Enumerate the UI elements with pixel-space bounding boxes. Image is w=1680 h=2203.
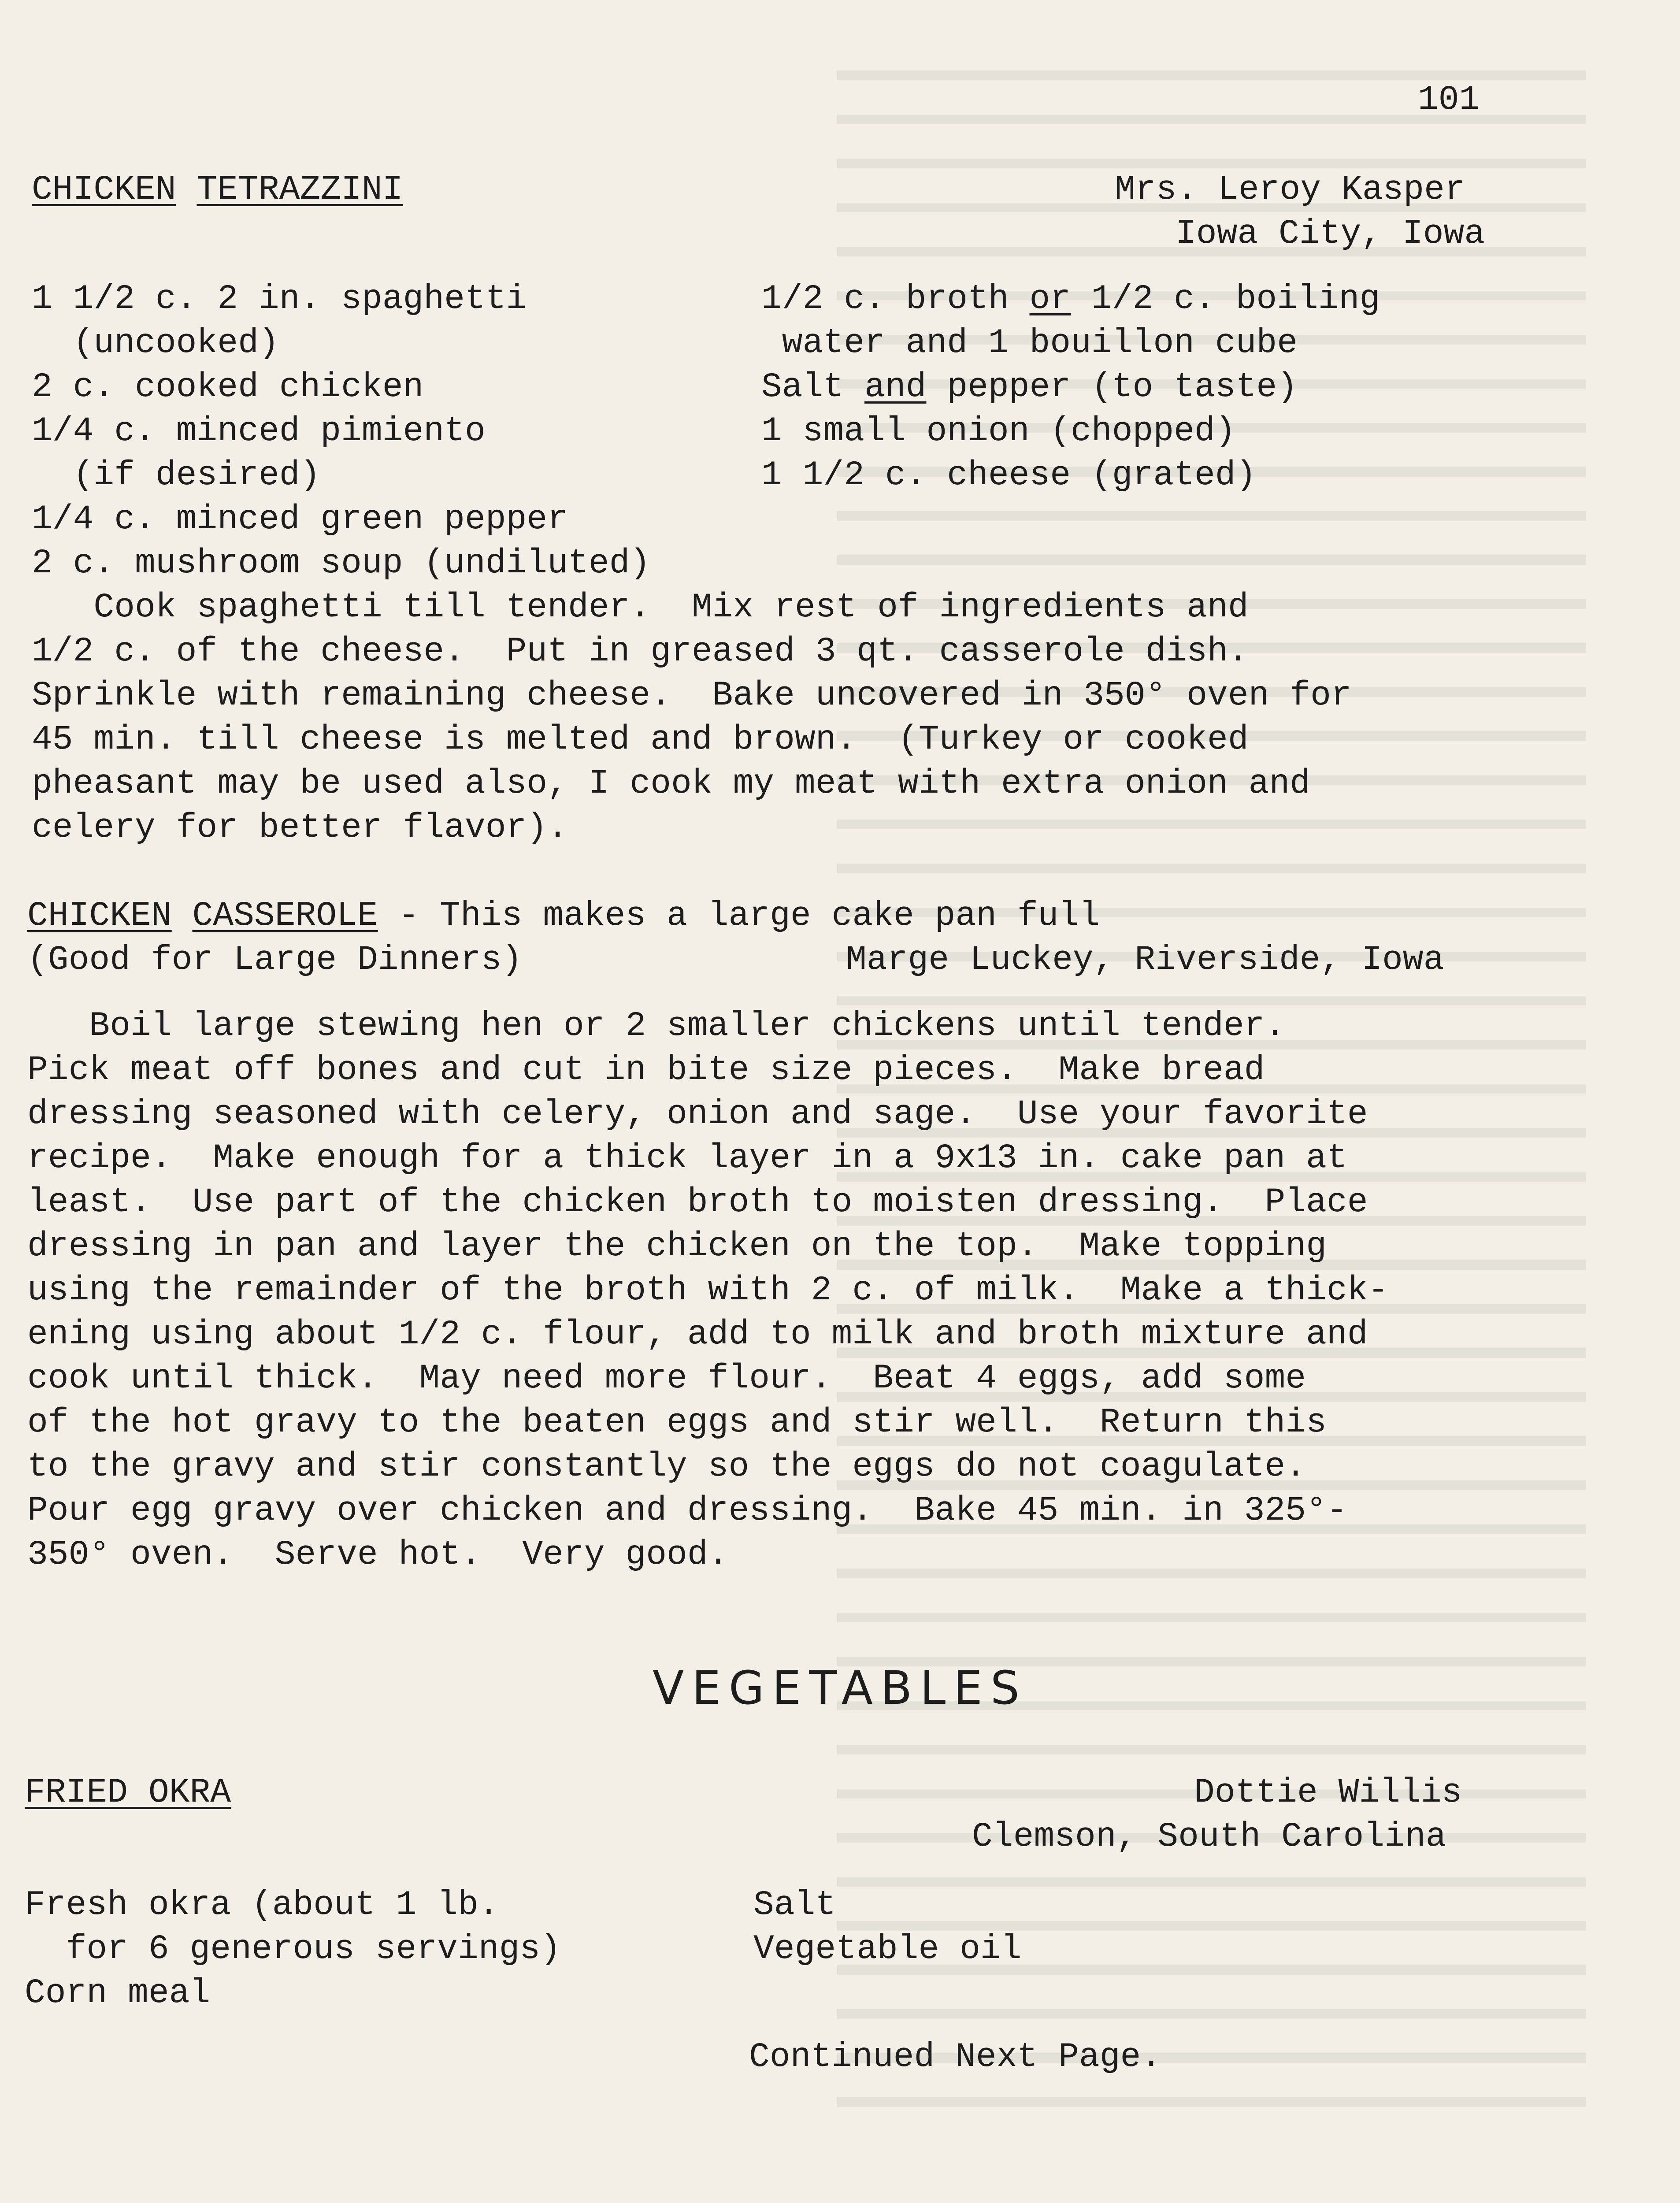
ingredient: water and 1 bouillon cube bbox=[761, 324, 1298, 363]
directions-line: least. Use part of the chicken broth to moisten dressing. Place bbox=[27, 1183, 1368, 1222]
ingredient: 2 c. mushroom soup (undiluted) bbox=[32, 544, 651, 583]
recipe-title-tetrazzini: CHICKEN TETRAZZINI bbox=[32, 171, 403, 209]
directions-line: ening using about 1/2 c. flour, add to milk and broth mixture and bbox=[27, 1315, 1368, 1354]
page-number: 101 bbox=[1418, 81, 1480, 119]
directions-line: of the hot gravy to the beaten eggs and stir well. Return this bbox=[27, 1403, 1327, 1442]
directions-line: cook until thick. May need more flour. Beat 4 eggs, add some bbox=[27, 1359, 1306, 1398]
directions-line: Pick meat off bones and cut in bite size pieces. Make bread bbox=[27, 1051, 1265, 1090]
recipe-author: Dottie Willis bbox=[1194, 1773, 1462, 1812]
directions-line: Cook spaghetti till tender. Mix rest of ingredients and bbox=[32, 588, 1249, 627]
directions-line: 45 min. till cheese is melted and brown. (Turkey or cooked bbox=[32, 720, 1249, 759]
directions-line: Boil large stewing hen or 2 smaller chickens until tender. bbox=[27, 1007, 1286, 1046]
ingredient: 1 1/2 c. 2 in. spaghetti bbox=[32, 280, 527, 319]
ingredient: 1/2 c. broth or 1/2 c. boiling bbox=[761, 280, 1380, 319]
ingredient: Corn meal bbox=[25, 1974, 211, 2013]
directions-line: to the gravy and stir constantly so the eggs do not coagulate. bbox=[27, 1447, 1306, 1486]
ingredient: 2 c. cooked chicken bbox=[32, 368, 424, 407]
ingredient: (uncooked) bbox=[32, 324, 279, 363]
ingredient: Salt and pepper (to taste) bbox=[761, 368, 1298, 407]
directions-line: recipe. Make enough for a thick layer in a 9x13 in. cake pan at bbox=[27, 1139, 1347, 1178]
ingredient: 1/4 c. minced pimiento bbox=[32, 412, 486, 451]
recipe-subtitle: (Good for Large Dinners) bbox=[27, 941, 523, 979]
recipe-location: Iowa City, Iowa bbox=[1176, 215, 1485, 253]
directions-line: celery for better flavor). bbox=[32, 809, 568, 847]
directions-line: pheasant may be used also, I cook my meat with extra onion and bbox=[32, 764, 1311, 803]
ingredient: Fresh okra (about 1 lb. bbox=[25, 1886, 499, 1925]
ingredient: 1 small onion (chopped) bbox=[761, 412, 1236, 451]
ingredient: 1/4 c. minced green pepper bbox=[32, 500, 568, 539]
recipe-author: Mrs. Leroy Kasper bbox=[1115, 171, 1465, 209]
section-heading: VEGETABLES bbox=[653, 1661, 1027, 1715]
ingredient: Vegetable oil bbox=[753, 1930, 1022, 1969]
ingredient: Salt bbox=[753, 1886, 836, 1925]
directions-line: Sprinkle with remaining cheese. Bake uncovered in 350° oven for bbox=[32, 676, 1352, 715]
ingredient: for 6 generous servings) bbox=[25, 1930, 561, 1969]
ingredient: 1 1/2 c. cheese (grated) bbox=[761, 456, 1257, 495]
directions-line: dressing in pan and layer the chicken on the top. Make topping bbox=[27, 1227, 1327, 1266]
directions-line: dressing seasoned with celery, onion and sage. Use your favorite bbox=[27, 1095, 1368, 1134]
directions-line: 350° oven. Serve hot. Very good. bbox=[27, 1535, 729, 1574]
continued-note: Continued Next Page. bbox=[749, 2038, 1162, 2077]
directions-line: 1/2 c. of the cheese. Put in greased 3 qt. casserole dish. bbox=[32, 632, 1249, 671]
recipe-author-location: Marge Luckey, Riverside, Iowa bbox=[846, 941, 1444, 979]
directions-line: Pour egg gravy over chicken and dressing. Bake 45 min. in 325°- bbox=[27, 1491, 1347, 1530]
recipe-title-okra: FRIED OKRA bbox=[25, 1773, 231, 1812]
recipe-title-casserole: CHICKEN CASSEROLE - This makes a large cake pan full bbox=[27, 897, 1100, 935]
recipe-location: Clemson, South Carolina bbox=[972, 1817, 1446, 1856]
ingredient: (if desired) bbox=[32, 456, 321, 495]
directions-line: using the remainder of the broth with 2 c. of milk. Make a thick- bbox=[27, 1271, 1389, 1310]
